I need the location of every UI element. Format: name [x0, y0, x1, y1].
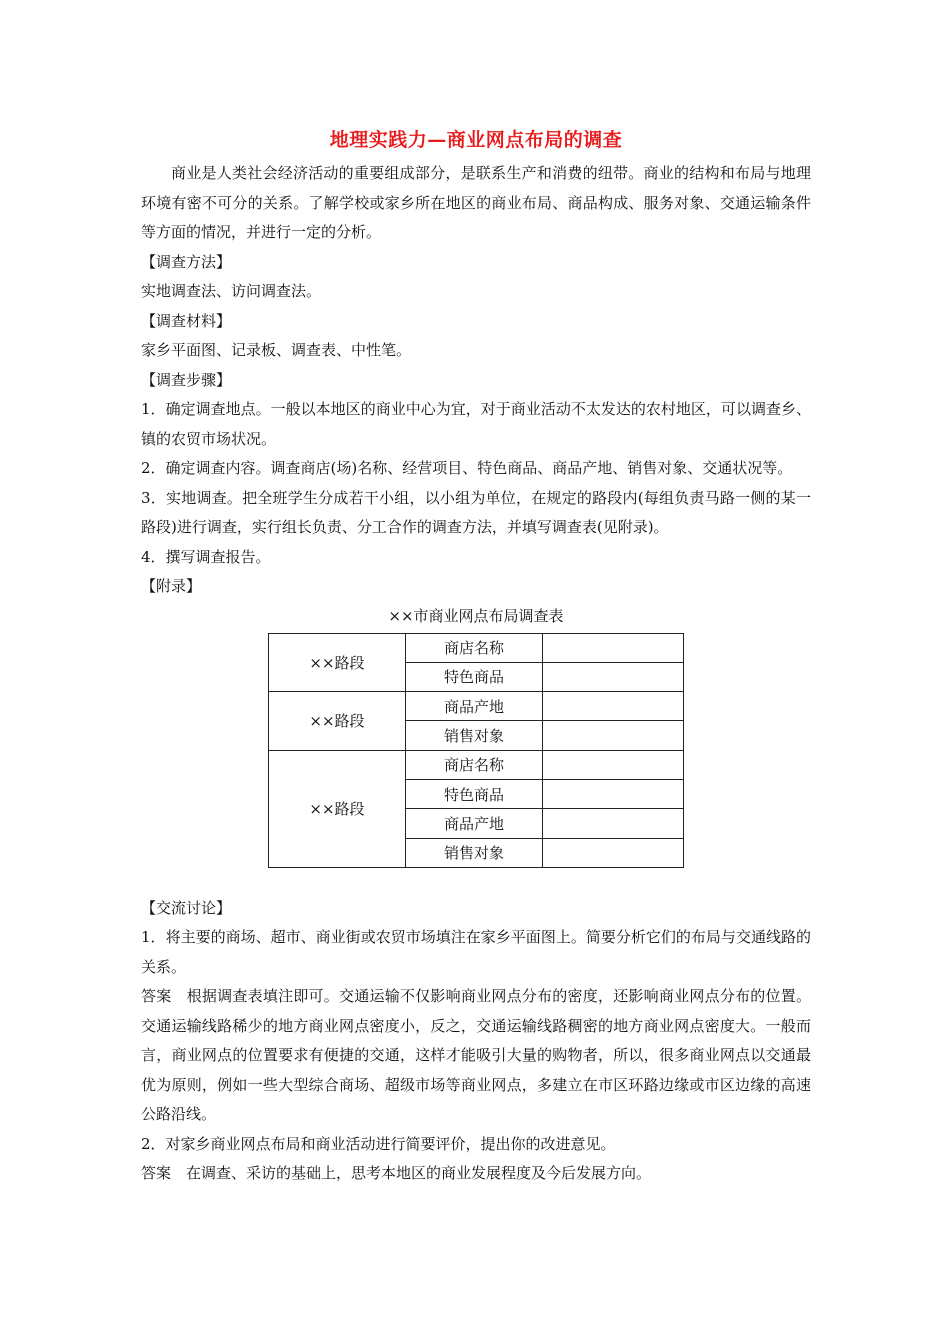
- item-cell: 商品产地: [406, 692, 543, 721]
- segment-cell: ××路段: [269, 750, 406, 867]
- table-caption: ××市商业网点布局调查表: [388, 606, 564, 625]
- step-2: 2．确定调查内容。调查商店(场)名称、经营项目、特色商品、商品产地、销售对象、交通状况等。: [141, 459, 793, 477]
- item-cell: 特色商品: [406, 662, 543, 691]
- discussion-heading: 【交流讨论】: [141, 898, 232, 917]
- appendix-heading: 【附录】: [141, 577, 202, 595]
- item-cell: 商店名称: [406, 633, 543, 662]
- question-2: 2．对家乡商业网点布局和商业活动进行简要评价，提出你的改进意见。: [141, 1134, 616, 1153]
- blank-cell: [543, 809, 684, 838]
- segment-cell: ××路段: [269, 692, 406, 751]
- blank-cell: [543, 662, 684, 691]
- blank-cell: [543, 838, 684, 867]
- question-1: 1．将主要的商场、超市、商业街或农贸市场填注在家乡平面图上。简要分析它们的布局与交通线路的关系。: [141, 928, 811, 976]
- blank-cell: [543, 721, 684, 750]
- answer-2: 答案 在调查、采访的基础上，思考本地区的商业发展程度及今后发展方向。: [141, 1164, 652, 1183]
- page-title: 地理实践力—商业网点布局的调查: [329, 129, 623, 151]
- document-content: [141, 125, 811, 1189]
- blank-cell: [543, 633, 684, 662]
- materials-heading: 【调查材料】: [141, 311, 232, 330]
- steps-heading: 【调查步骤】: [141, 370, 232, 389]
- item-cell: 特色商品: [406, 779, 543, 808]
- method-heading: 【调查方法】: [141, 252, 232, 271]
- materials-text: 家乡平面图、记录板、调查表、中性笔。: [141, 341, 412, 359]
- blank-cell: [543, 750, 684, 779]
- item-cell: 商品产地: [406, 809, 543, 838]
- answer-1: 答案 根据调查表填注即可。交通运输不仅影响商业网点分布的密度，还影响商业网点分布的位置。交通运输线路稀少的地方商业网点密度小，反之，交通运输线路稠密的地方商业网点密度大。一般而言，商业网点的位置要求有便捷的交通，这样才能吸引大量的购物者，所以，很多商业网点以交通最优为原则，例如一些大型综合商场、超级市场等商业网点，多建立在市区环路边缘或市区边缘的高速公路沿线。: [141, 987, 811, 1124]
- blank-cell: [543, 779, 684, 808]
- step-1: 1．确定调查地点。一般以本地区的商业中心为宜，对于商业活动不太发达的农村地区，可以调查乡、镇的农贸市场状况。: [141, 400, 811, 448]
- step-4: 4．撰写调查报告。: [141, 547, 271, 566]
- item-cell: 销售对象: [406, 838, 543, 867]
- survey-table: [268, 633, 684, 868]
- segment-cell: ××路段: [269, 633, 406, 692]
- item-cell: 商店名称: [406, 750, 543, 779]
- table-row: [269, 750, 684, 779]
- step-3: 3．实地调查。把全班学生分成若干小组，以小组为单位，在规定的路段内(每组负责马路一侧的某一路段)进行调查，实行组长负责、分工合作的调查方法，并填写调查表(见附录)。: [141, 488, 811, 536]
- intro-paragraph: 商业是人类社会经济活动的重要组成部分，是联系生产和消费的纽带。商业的结构和布局与地理环境有密不可分的关系。了解学校或家乡所在地区的商业布局、商品构成、服务对象、交通运输条件等方面的情况，并进行一定的分析。: [141, 164, 811, 241]
- blank-cell: [543, 692, 684, 721]
- item-cell: 销售对象: [406, 721, 543, 750]
- spacer: [141, 868, 811, 894]
- table-row: [269, 692, 684, 721]
- method-text: 实地调查法、访问调查法。: [141, 282, 322, 300]
- table-row: [269, 633, 684, 662]
